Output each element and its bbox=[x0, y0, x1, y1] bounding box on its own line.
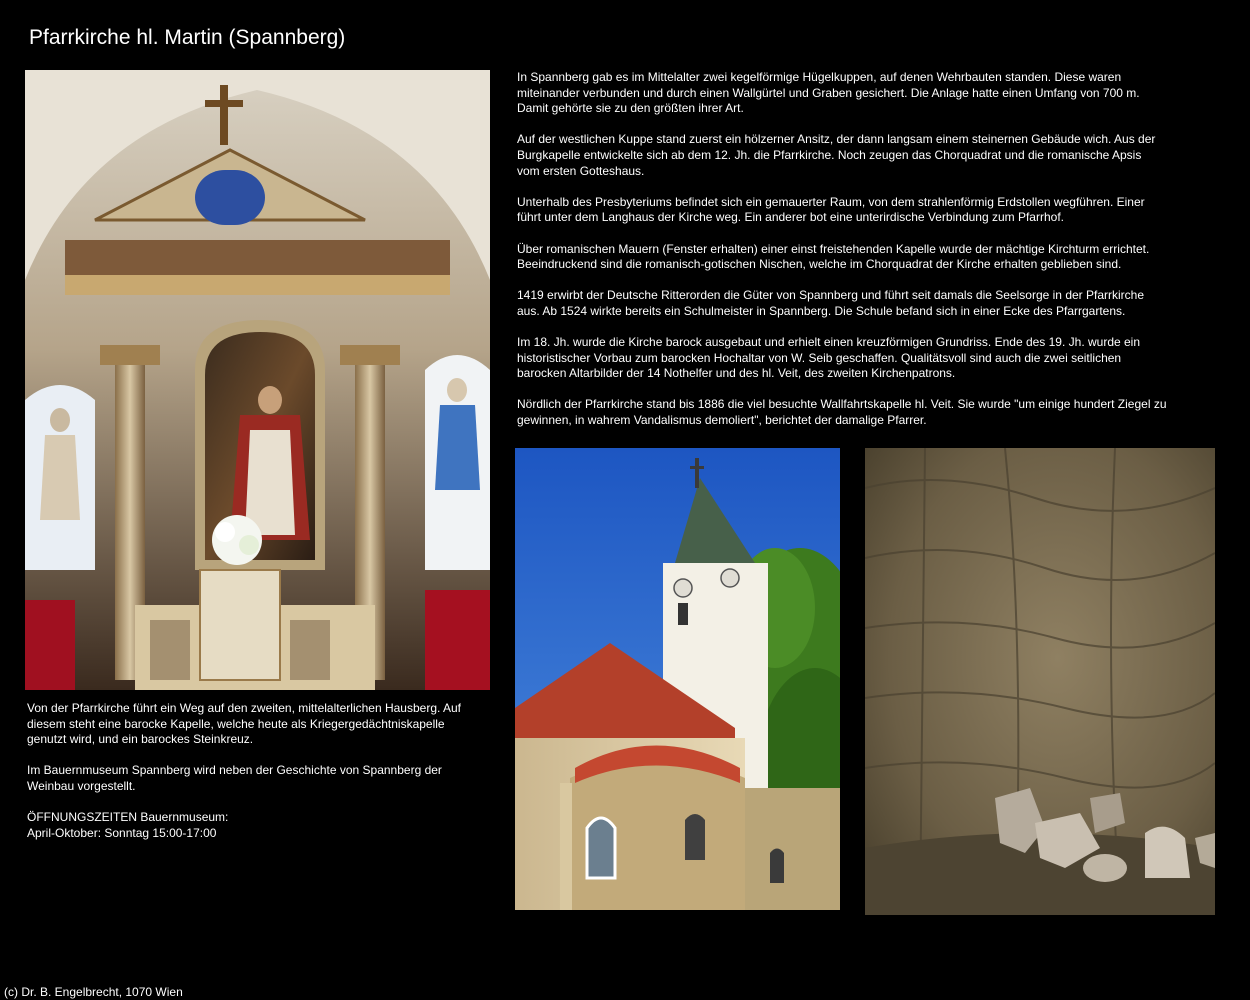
description-paragraph: In Spannberg gab es im Mittelalter zwei kegelförmige Hügelkuppen, auf denen Wehrbauten standen. Diese waren miteinander verbunden und durch einen Wallgürtel und Graben gesichert. Die Anlage hatte einen Umfang von 700 m. Damit gehörte sie zu den größten ihrer Art. bbox=[517, 70, 1140, 116]
opening-hours bbox=[27, 810, 467, 841]
page-title: Pfarrkirche hl. Martin (Spannberg) bbox=[29, 26, 346, 49]
description-paragraph: Nördlich der Pfarrkirche stand bis 1886 die viel besuchte Wallfahrtskapelle hl. Veit. Sie wurde "um einige hundert Ziegel zu gewinnen, in wahrem Vandalismus demoliert", berichtet der damalige Pfarrer. bbox=[517, 397, 1167, 428]
altar-photo bbox=[25, 70, 490, 690]
opening-hours-heading: ÖFFNUNGSZEITEN Bauernmuseum: bbox=[27, 810, 229, 825]
description-paragraph: Unterhalb des Presbyteriums befindet sich ein gemauerter Raum, von dem strahlenförmig Erdstollen wegführen. Einer führt unter dem Langhaus der Kirche weg. Ein anderer bot eine unterirdische Verbindung zum Pfarrhof. bbox=[517, 194, 1145, 225]
church-exterior-photo bbox=[515, 448, 840, 910]
opening-hours-value: April-Oktober: Sonntag 15:00-17:00 bbox=[27, 825, 217, 840]
description-paragraph: 1419 erwirbt der Deutsche Ritterorden die Güter von Spannberg und führt seit damals die Seelsorge in der Pfarrkirche aus. Ab 1524 wirkte bereits ein Schulmeister in Spannberg. Die Schule befand sich in einer Ecke des Pfarrgartens. bbox=[517, 288, 1145, 318]
description-paragraph: Über romanischen Mauern (Fenster erhalten) einer einst freistehenden Kapelle wurde der mächtige Kirchturm errichtet. Beeindruckend sind die romanisch-gotischen Nischen, welche im Chorquadrat der Kirche erhalten geblieben sind. bbox=[517, 241, 1150, 272]
description-paragraph: Auf der westlichen Kuppe stand zuerst ein hölzerner Ansitz, der dann langsam einem steinernen Gebäude wich. Aus der Burgkapelle entwickelte sich ab dem 12. Jh. die Pfarrkirche. Noch zeugen das Chorquadrat und die romanische Apsis vom ersten Gotteshaus. bbox=[517, 132, 1156, 178]
stone-niche-photo bbox=[865, 448, 1215, 915]
hausberg-paragraph: Von der Pfarrkirche führt ein Weg auf den zweiten, mittelalterlichen Hausberg. Auf diesem steht eine barocke Kapelle, welche heute als Kriegergedächtniskapelle genutzt wird, und ein barockes Steinkreuz. bbox=[27, 701, 462, 747]
side-notes bbox=[27, 701, 467, 841]
church-description bbox=[517, 70, 1167, 429]
description-paragraph: Im 18. Jh. wurde die Kirche barock ausgebaut und erhielt einen kreuzförmigen Grundriss. Ende des 19. Jh. wurde ein historistischer Vorbau zum barocken Hochaltar von W. Seib geschaffen. Qualitätsvoll sind auch die zwei seitlichen barocken Altarbilder der 14 Nothelfer und des hl. Veit, des zweiten Kirchenpatrons. bbox=[517, 335, 1141, 381]
museum-paragraph: Im Bauernmuseum Spannberg wird neben der Geschichte von Spannberg der Weinbau vorgestellt. bbox=[27, 763, 442, 793]
copyright-footer: (c) Dr. B. Engelbrecht, 1070 Wien bbox=[4, 985, 183, 999]
